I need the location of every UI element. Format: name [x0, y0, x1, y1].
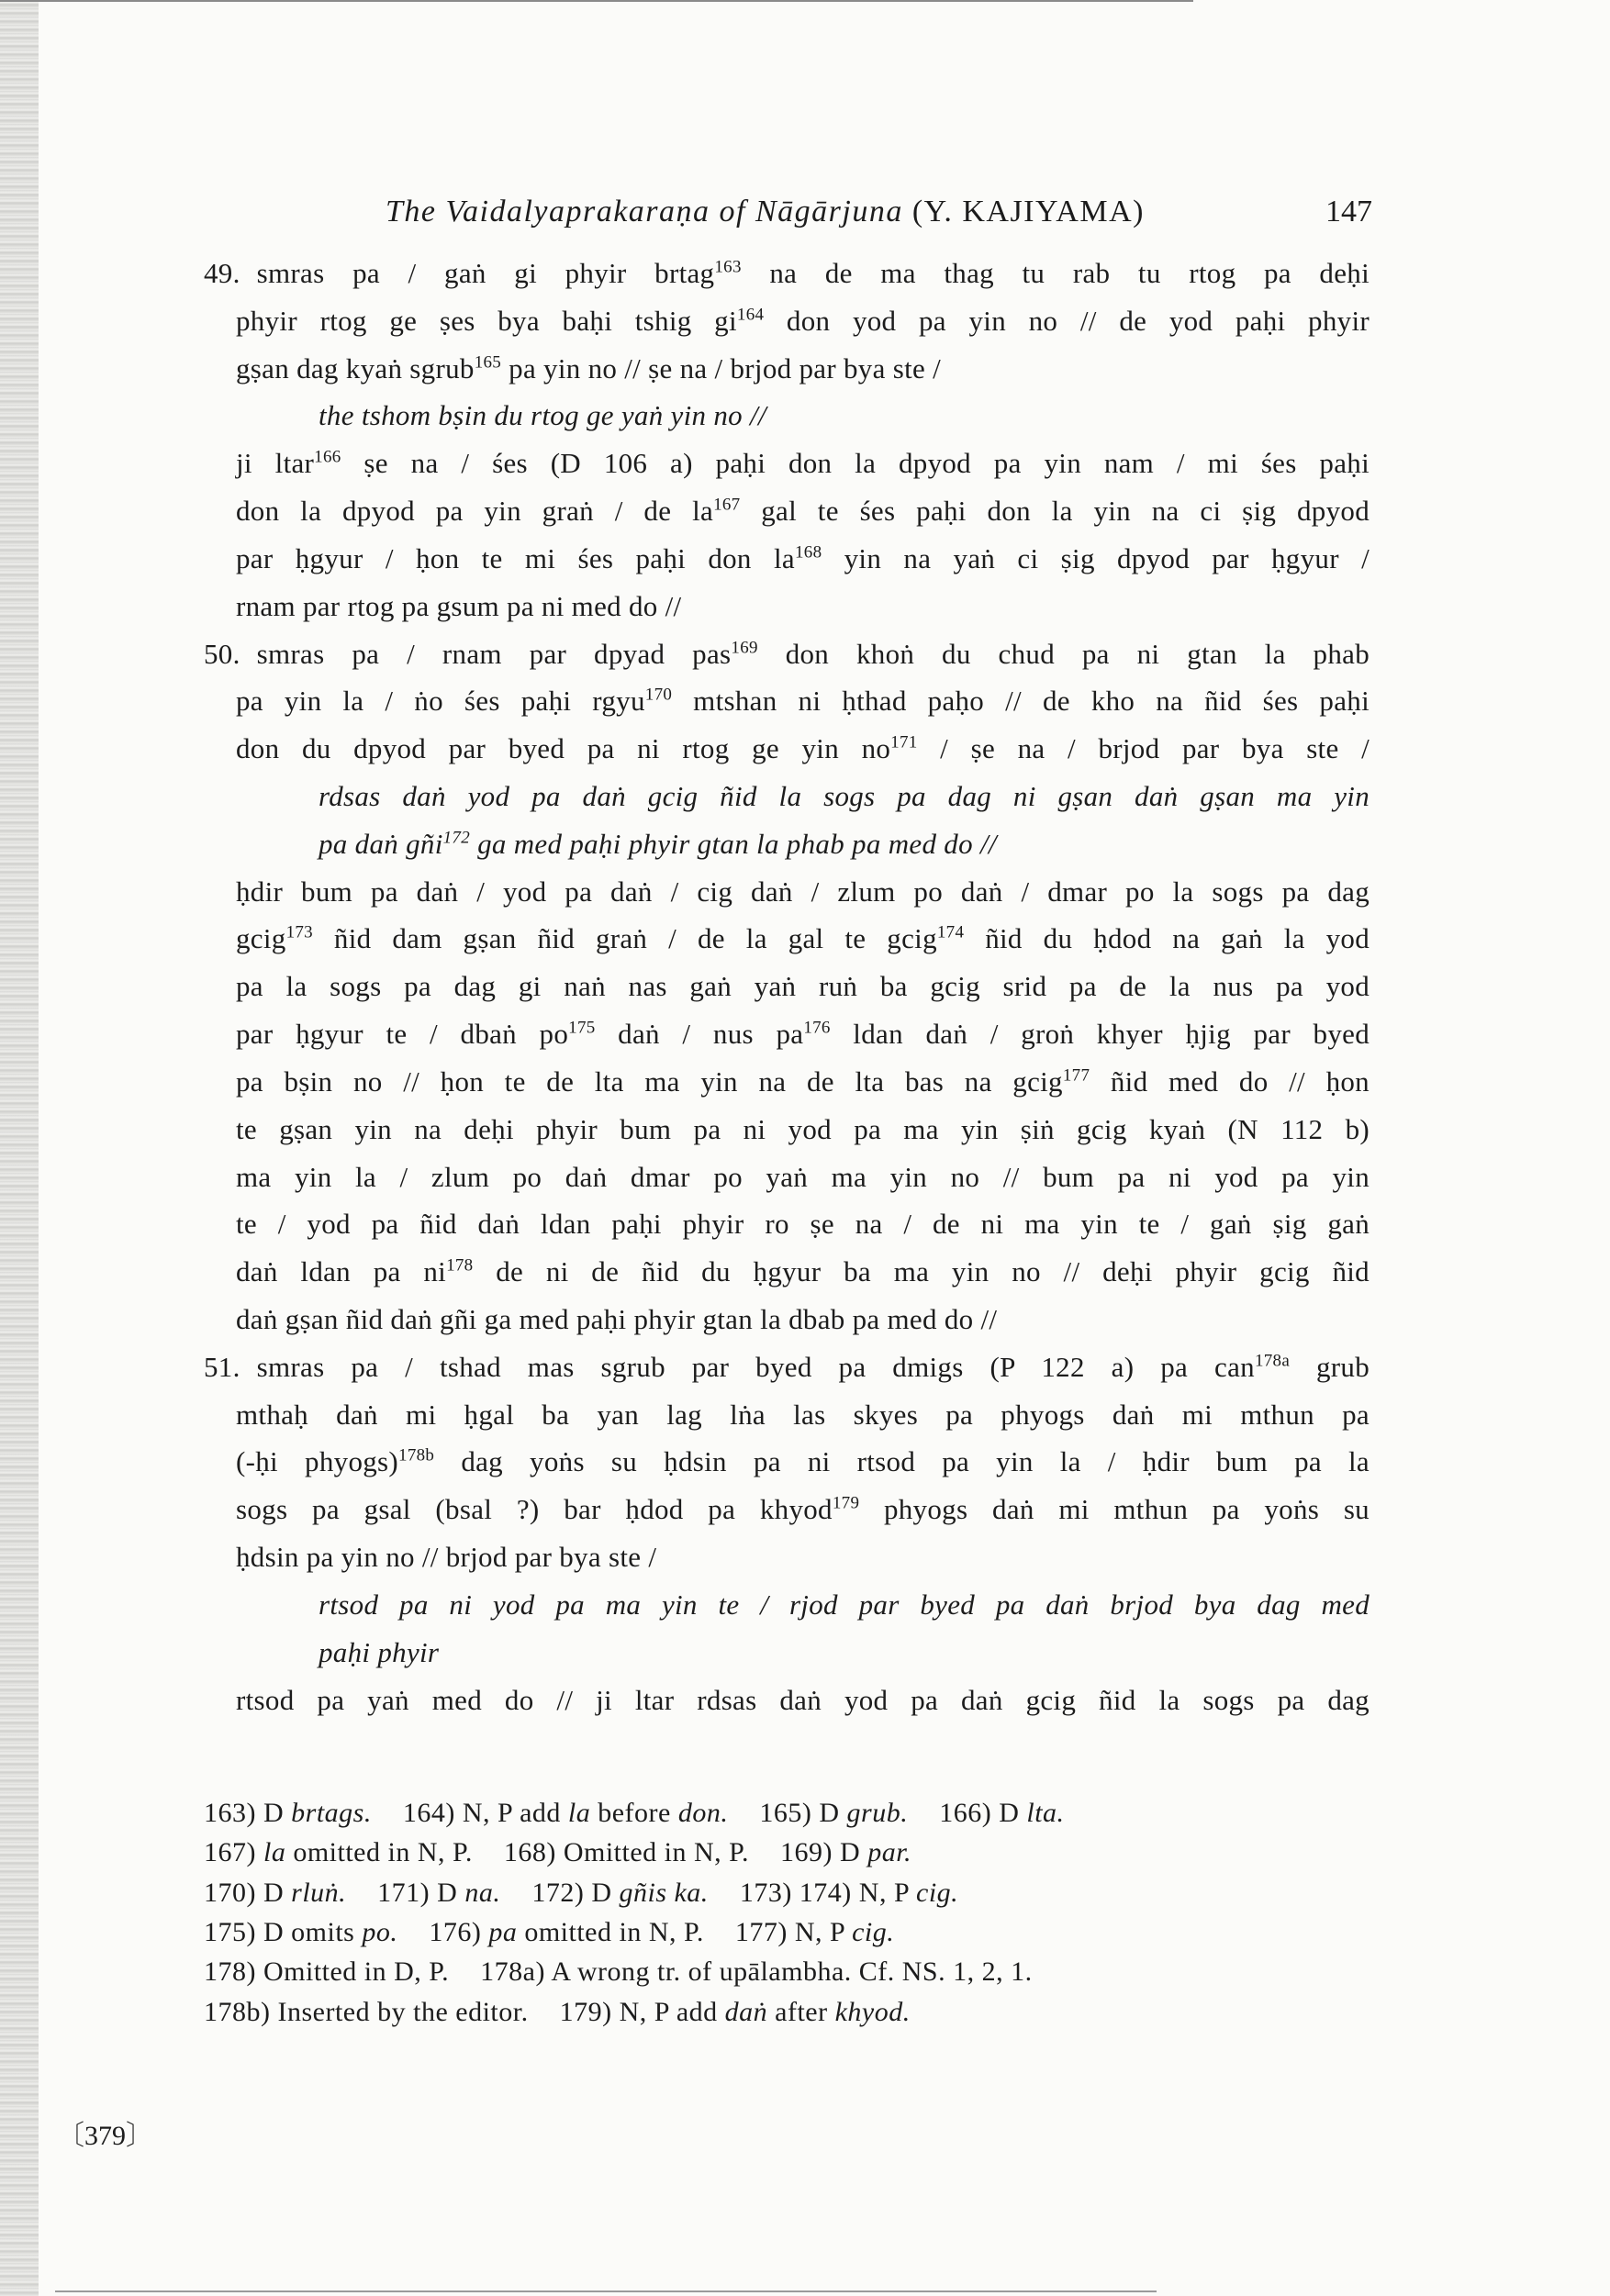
text-line: pa yin la / ṅo śes paḥi rgyu$^{170}$ mtshan ni ḥthad paḥo // de kho na ñid śes paḥi: [236, 685, 1370, 718]
footnote: 173) 174) N, P cig.: [739, 1877, 959, 1908]
text-line: te gṣan yin na deḥi phyir bum pa ni yod pa ma yin ṣiṅ gcig kyaṅ (N 112 b): [236, 1112, 1370, 1145]
footnote: 170) D rluṅ.: [204, 1877, 347, 1908]
footnote-ref: 178a: [1254, 1351, 1291, 1371]
footnote: 165) D grub.: [759, 1798, 909, 1828]
footnote-line: [204, 1794, 1374, 1833]
running-head: [386, 195, 1372, 239]
verse-line: rdsas daṅ yod pa daṅ gcig ñid la sogs pa dag ni gṣan daṅ gṣan ma yin: [319, 779, 1370, 812]
verse-line: rtsod pa ni yod pa ma yin te / rjod par byed pa daṅ brjod bya dag med: [319, 1588, 1370, 1621]
footnote-line: [204, 1913, 1374, 1952]
footnote-ref: 163: [714, 257, 742, 277]
paragraph-first-line: 49. smras pa / gaṅ gi phyir brtag$^{163}$ na de ma thag tu rab tu rtog pa deḥi: [204, 253, 1370, 294]
verse-line: paḥi phyir: [319, 1635, 440, 1668]
verse-line: pa daṅ gñi$^{172}$ ga med paḥi phyir gtan la phab pa med do //: [319, 827, 997, 860]
running-title: [386, 195, 1145, 229]
footnote-ref: 168: [794, 542, 822, 563]
text-line: don la dpyod pa yin graṅ / de $la^{167}$ gal te śes paḥi don la yin na ci ṣig dpyod: [236, 495, 1370, 528]
text-line: par ḥgyur / ḥon te mi śes paḥi don $la^{168}$ yin na yaṅ ci ṣig dpyod par ḥgyur /: [236, 541, 1370, 574]
text-line: phyir rtog ge ṣes bya baḥi tshig $gi^{164}$ don yod pa yin no // de yod paḥi phyir: [236, 304, 1370, 337]
text-line: rnam par rtog pa gsum pa ni med do //: [236, 589, 682, 622]
footnote: 171) D na.: [377, 1877, 501, 1908]
footnote-ref: 174: [936, 923, 965, 943]
footnote: 176) pa omitted in N, P.: [429, 1916, 704, 1947]
author: (Y. KAJIYAMA): [911, 195, 1145, 228]
footnote-ref: 170: [644, 685, 673, 706]
text-line: gṣan dag kyaṅ sgrub$^{165}$ pa yin no // ṣe na / brjod par bya ste /: [236, 351, 942, 385]
footnote: 172) D gñis ka.: [531, 1877, 709, 1908]
text-line: daṅ ldan pa $ni^{178}$ de ni de ñid du ḥgyur ba ma yin no // deḥi phyir gcig ñid: [236, 1255, 1370, 1288]
footnote-line: [204, 1833, 1374, 1872]
footnote-ref: 167: [713, 495, 741, 515]
footnote-ref: 178: [446, 1255, 474, 1276]
footnote-line: [204, 1993, 1374, 2032]
footnote: 178b) Inserted by the editor.: [204, 1996, 529, 2027]
text-line: pa la sogs pa dag gi naṅ nas gaṅ yaṅ ruṅ ba gcig srid pa de la nus pa yod: [236, 970, 1370, 1003]
text-line: ji ltar$^{166}$ ṣe na / śes (D 106 a) paḥi don la dpyod pa yin nam / mi śes paḥi: [236, 447, 1370, 480]
footnote-line: [204, 1953, 1374, 1991]
footnote: 178) Omitted in D, P.: [204, 1956, 450, 1988]
paragraph-first-line: 50. smras pa / rnam par dpyad pas$^{169}$ don khoṅ du chud pa ni gtan la phab: [204, 634, 1370, 674]
footnote-ref: 179: [832, 1493, 860, 1513]
paragraph-number: 50.: [204, 637, 240, 670]
scan-edge-shadow: [0, 0, 39, 2296]
footnote-ref: 175: [568, 1018, 596, 1038]
footnote-ref: 176: [803, 1018, 831, 1038]
page-mark: 〔379〕: [57, 2121, 153, 2151]
footnote: 168) Omitted in N, P.: [503, 1837, 750, 1868]
top-scan-rule: [0, 0, 1193, 2]
paragraph-first-line: 51. smras pa / tshad mas sgrub par byed pa dmigs (P 122 a) pa can$^{178a}$ grub: [204, 1347, 1370, 1388]
text-line: ma yin la / zlum po daṅ dmar po yaṅ ma yin no // bum pa ni yod pa yin: [236, 1160, 1370, 1193]
footnote-line: [204, 1874, 1374, 1912]
text-line: te / yod pa ñid daṅ ldan paḥi phyir ro ṣe na / de ni ma yin te / gaṅ ṣig gaṅ: [236, 1208, 1370, 1241]
text-line: gcig$^{173}$ ñid dam gṣan ñid graṅ / de la gal te gcig$^{174}$ ñid du ḥdod na gaṅ la yod: [236, 922, 1370, 955]
footnote: 178a) A wrong tr. of upālambha. Cf. NS. 1, 2, 1.: [480, 1956, 1033, 1988]
footnote-ref: 173: [285, 923, 313, 943]
footnote-ref: 165: [474, 352, 502, 373]
text-line: rtsod pa yaṅ med do // ji ltar rdsas daṅ yod pa daṅ gcig ñid la sogs pa dag: [236, 1683, 1370, 1716]
footnote-ref: 171: [890, 732, 918, 752]
footnote-ref: 177: [1062, 1065, 1090, 1086]
text-line: pa bṣin no // ḥon te de lta ma yin na de lta bas na gcig$^{177}$ ñid med do // ḥon: [236, 1064, 1370, 1098]
footnote-ref: 172: [442, 828, 471, 848]
footnote: 169) D par.: [780, 1837, 912, 1868]
text-line: sogs pa gsal (bsal ?) bar ḥdod pa khyod$^{179}$ phyogs daṅ mi mthun pa yoṅs su: [236, 1493, 1370, 1526]
text-line: ḥdsin pa yin no // brjod par bya ste /: [236, 1541, 657, 1574]
footnote: 166) D lta.: [939, 1798, 1065, 1828]
text-line: par ḥgyur te / dbaṅ $po^{175}$ daṅ / nus $pa^{176}$ ldan daṅ / groṅ khyer ḥjig par byed: [236, 1018, 1370, 1051]
text-line: ḥdir bum pa daṅ / yod pa daṅ / cig daṅ / zlum po daṅ / dmar po la sogs pa dag: [236, 875, 1370, 908]
book-title: The Vaidalyaprakaraṇa of Nāgārjuna: [386, 195, 903, 228]
footnote: 177) N, P cig.: [734, 1916, 895, 1947]
bottom-scan-rule: [55, 2290, 1157, 2292]
page-number: 147: [1325, 195, 1372, 228]
footnote: 179) N, P add daṅ after khyod.: [559, 1996, 911, 2027]
text-line: daṅ gṣan ñid daṅ gñi ga med paḥi phyir gtan la dbab pa med do //: [236, 1302, 998, 1335]
footnote: 175) D omits po.: [204, 1916, 398, 1947]
footnote-ref: 164: [736, 305, 765, 325]
paragraph-number: 49.: [204, 257, 240, 289]
text-line: (-ḥi phyogs)$^{178b}$ dag yoṅs su ḥdsin pa ni rtsod pa yin la / ḥdir bum pa la: [236, 1445, 1370, 1478]
verse-line: the tshom bṣin du rtog ge yaṅ yin no //: [319, 399, 766, 432]
footnote: 163) D brtags.: [204, 1798, 372, 1828]
text-line: don du dpyod par byed pa ni rtog ge yin $no^{171}$ / ṣe na / brjod par bya ste /: [236, 732, 1370, 765]
footnote: 167) la omitted in N, P.: [204, 1837, 473, 1868]
footnote-ref: 166: [314, 447, 341, 467]
paragraph-number: 51.: [204, 1350, 240, 1383]
footnote-ref: 169: [731, 638, 758, 658]
text-line: mthaḥ daṅ mi ḥgal ba yan lag lṅa las skyes pa phyogs daṅ mi mthun pa: [236, 1398, 1370, 1431]
footnote-ref: 178b: [398, 1446, 435, 1466]
footnote: 164) N, P add la before don.: [402, 1798, 729, 1828]
